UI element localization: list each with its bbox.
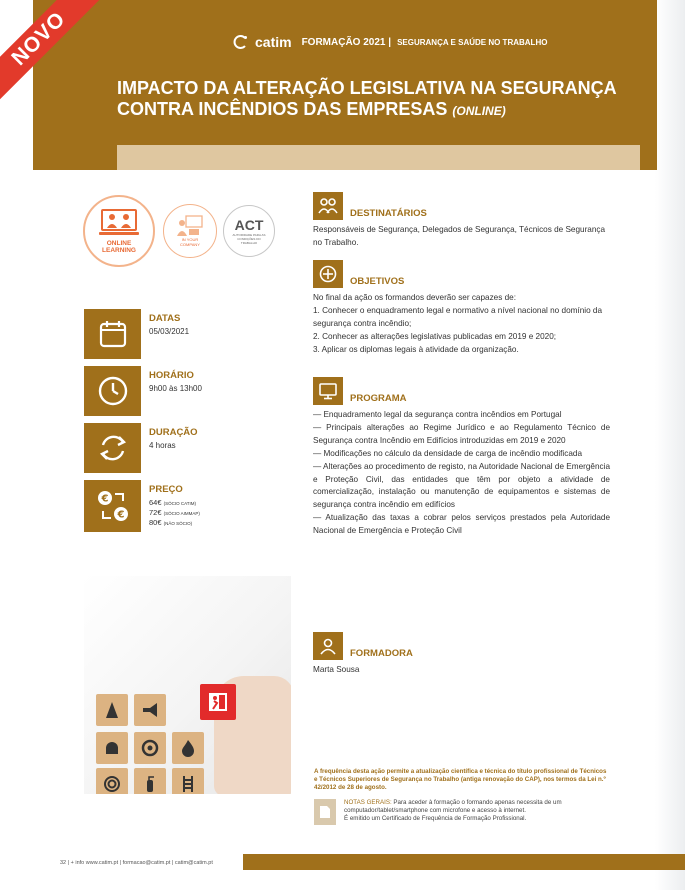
header-band	[117, 145, 640, 170]
refresh-icon	[95, 431, 131, 465]
block-bell	[134, 732, 166, 764]
fire-extinguisher-icon	[140, 774, 160, 794]
company-presentation-icon	[175, 215, 205, 237]
act-logo-text: ACT	[234, 217, 264, 233]
block-fire	[172, 732, 204, 764]
info-horario	[84, 366, 284, 416]
general-notes-label: NOTAS GERAIS:	[344, 799, 392, 806]
block-exit	[200, 684, 236, 720]
preco-label: PREÇO	[149, 484, 183, 495]
document-icon-box	[314, 799, 336, 825]
programa-body	[313, 409, 610, 538]
brand-line	[233, 34, 547, 50]
people-icon	[317, 197, 339, 215]
brand-subtitle: SEGURANÇA E SAÚDE NO TRABALHO	[397, 37, 548, 47]
datas-label: DATAS	[149, 313, 181, 324]
clock-icon-box	[84, 366, 141, 416]
monitor-icon	[318, 382, 338, 400]
price-item	[149, 498, 200, 508]
title-suffix: (ONLINE)	[452, 104, 506, 118]
datas-value: 05/03/2021	[149, 327, 190, 336]
block-cone	[96, 694, 128, 726]
duracao-value: 4 horas	[149, 441, 176, 450]
bell-icon	[140, 738, 160, 758]
header-banner	[33, 0, 657, 170]
certification-note: A frequência desta ação permite a atualização científica e técnica do título profissional de Técnicos e Técnicos Superiores de Segurança no Trabalho (antiga renovação do CAP), nos termos da Lei n.º 42/2012 de 28 de agosto.	[314, 768, 607, 791]
programa-heading	[313, 377, 610, 405]
clock-icon	[96, 374, 130, 408]
fire-safety-blocks-photo	[84, 576, 291, 794]
catim-logo-icon	[233, 34, 249, 50]
block-hose	[96, 768, 128, 794]
target-icon-box	[313, 260, 343, 288]
monitor-icon-box	[313, 377, 343, 405]
block-alarm	[96, 732, 128, 764]
alarm-light-icon	[102, 738, 122, 758]
page-title	[117, 78, 657, 122]
programa-line: — Alterações ao procedimento de registo, na Autoridade Nacional de Emergência e Proteção Civil, das entidades que têm por objeto a atividade de comercialização, instalação ou manutenção de equipamentos e sistemas de segurança contra incêndio em edifícios	[313, 461, 610, 510]
price-value: 72€	[149, 508, 162, 517]
calendar-icon-box	[84, 309, 141, 359]
objetivos-body	[313, 292, 610, 357]
price-note: (SÓCIO CATIM)	[163, 501, 197, 506]
act-badge	[223, 205, 275, 257]
currency-icon-box	[84, 480, 141, 532]
footer-bar	[243, 854, 685, 870]
section-objetivos	[313, 260, 610, 357]
programa-line: — Principais alterações ao Regime Jurídico e ao Regulamento Técnico de Segurança contra Incêndio em Edifícios introduzidas em 2019 e 2020	[313, 422, 610, 445]
footer-links: | + info www.catim.pt | formacao@catim.pt | catim@catim.pt	[67, 860, 213, 866]
general-notes	[314, 799, 614, 825]
formadora-heading	[313, 632, 610, 660]
programa-line: — Enquadramento legal da segurança contra incêndios em Portugal	[313, 410, 562, 419]
price-note: (SÓCIO AIMMAP)	[163, 511, 200, 516]
objetivos-line: 1. Conhecer o enquadramento legal e normativo a nível nacional no domínio da segurança contra incêndio;	[313, 305, 603, 328]
formadora-name: Marta Sousa	[313, 665, 360, 674]
destinatarios-heading	[313, 192, 610, 220]
general-notes-text	[344, 799, 614, 825]
destinatarios-body: Responsáveis de Segurança, Delegados de Segurança, Técnicos de Segurança no Trabalho.	[313, 225, 606, 247]
fire-icon	[178, 738, 198, 758]
company-label-line2: COMPANY	[180, 242, 200, 247]
datas-text	[141, 309, 189, 359]
section-destinatarios	[313, 192, 610, 250]
price-value: 80€	[149, 518, 162, 527]
exit-sign-icon	[207, 691, 229, 713]
corner-ribbon	[0, 0, 110, 110]
calendar-icon	[97, 318, 129, 350]
objetivos-line: 2. Conhecer as alterações legislativas publicadas em 2019 e 2020;	[313, 331, 557, 341]
page-number: 32	[60, 860, 67, 866]
preco-text	[141, 480, 200, 532]
block-ladder	[172, 768, 204, 794]
ribbon-new: NOVO	[0, 0, 103, 103]
price-value: 64€	[149, 498, 162, 507]
price-list	[149, 498, 200, 528]
svg-text:€: €	[101, 493, 108, 505]
section-programa	[313, 377, 610, 538]
objetivos-line: 3. Aplicar os diplomas legais à atividade da organização.	[313, 344, 519, 354]
online-learning-label	[93, 240, 145, 254]
brand-tag: FORMAÇÃO 2021 |	[301, 36, 392, 48]
act-subtitle: AUTORIDADE PARA AS CONDIÇÕES DO TRABALHO	[232, 233, 266, 245]
brand-name: catim	[255, 34, 292, 50]
general-notes-body: Para aceder à formação o formando apenas necessita de um computador/tablet/smartphone com microfone e acesso à internet.	[344, 799, 562, 814]
online-learning-icon	[99, 208, 139, 238]
document-icon	[319, 805, 331, 819]
block-extinguisher	[134, 768, 166, 794]
horario-text	[141, 366, 202, 416]
traffic-cone-icon	[102, 700, 122, 720]
currency-exchange-icon	[95, 488, 131, 524]
price-item	[149, 518, 200, 528]
info-preco	[84, 480, 284, 532]
block-megaphone	[134, 694, 166, 726]
person-icon-box	[313, 632, 343, 660]
destinatarios-title: DESTINATÁRIOS	[350, 208, 427, 219]
programa-line: — Atualização das taxas a cobrar pelos serviços prestados pela Autoridade Nacional de Emergência e Proteção Civil	[313, 513, 610, 536]
badge-row	[83, 195, 275, 267]
title-text: IMPACTO DA ALTERAÇÃO LEGISLATIVA NA SEGURANÇA CONTRA INCÊNDIOS DAS EMPRESAS	[117, 78, 616, 119]
horario-label: HORÁRIO	[149, 370, 194, 381]
info-duracao	[84, 423, 284, 473]
megaphone-icon	[140, 700, 160, 720]
online-label-line2: LEARNING	[102, 247, 136, 254]
duracao-label: DURAÇÃO	[149, 427, 198, 438]
people-icon-box	[313, 192, 343, 220]
objetivos-title: OBJETIVOS	[350, 276, 405, 287]
person-icon	[319, 637, 337, 655]
svg-text:€: €	[117, 509, 124, 521]
refresh-icon-box	[84, 423, 141, 473]
duracao-text	[141, 423, 198, 473]
online-label-line1: ONLINE	[106, 240, 132, 247]
formadora-title: FORMADORA	[350, 648, 413, 659]
ladder-icon	[178, 774, 198, 794]
footer-contacts	[60, 860, 213, 866]
objetivos-heading	[313, 260, 610, 288]
horario-value: 9h00 às 13h00	[149, 384, 202, 393]
target-icon	[318, 264, 338, 284]
in-your-company-label	[170, 237, 210, 247]
price-note: (NÃO SÓCIO)	[163, 521, 193, 526]
fire-hose-icon	[102, 774, 122, 794]
page-edge-shadow	[655, 0, 685, 890]
section-formadora	[313, 632, 610, 677]
programa-title: PROGRAMA	[350, 393, 407, 404]
general-notes-body2: É emitido um Certificado de Frequência de Formação Profissional.	[344, 815, 527, 822]
in-your-company-badge	[163, 204, 217, 258]
programa-line: — Modificações no cálculo da densidade de carga de incêndio modificada	[313, 448, 582, 458]
info-datas	[84, 309, 284, 359]
company-label-line1: IN YOUR	[181, 237, 199, 242]
objetivos-line: No final da ação os formandos deverão ser capazes de:	[313, 293, 516, 302]
price-item	[149, 508, 200, 518]
online-learning-badge	[83, 195, 155, 267]
